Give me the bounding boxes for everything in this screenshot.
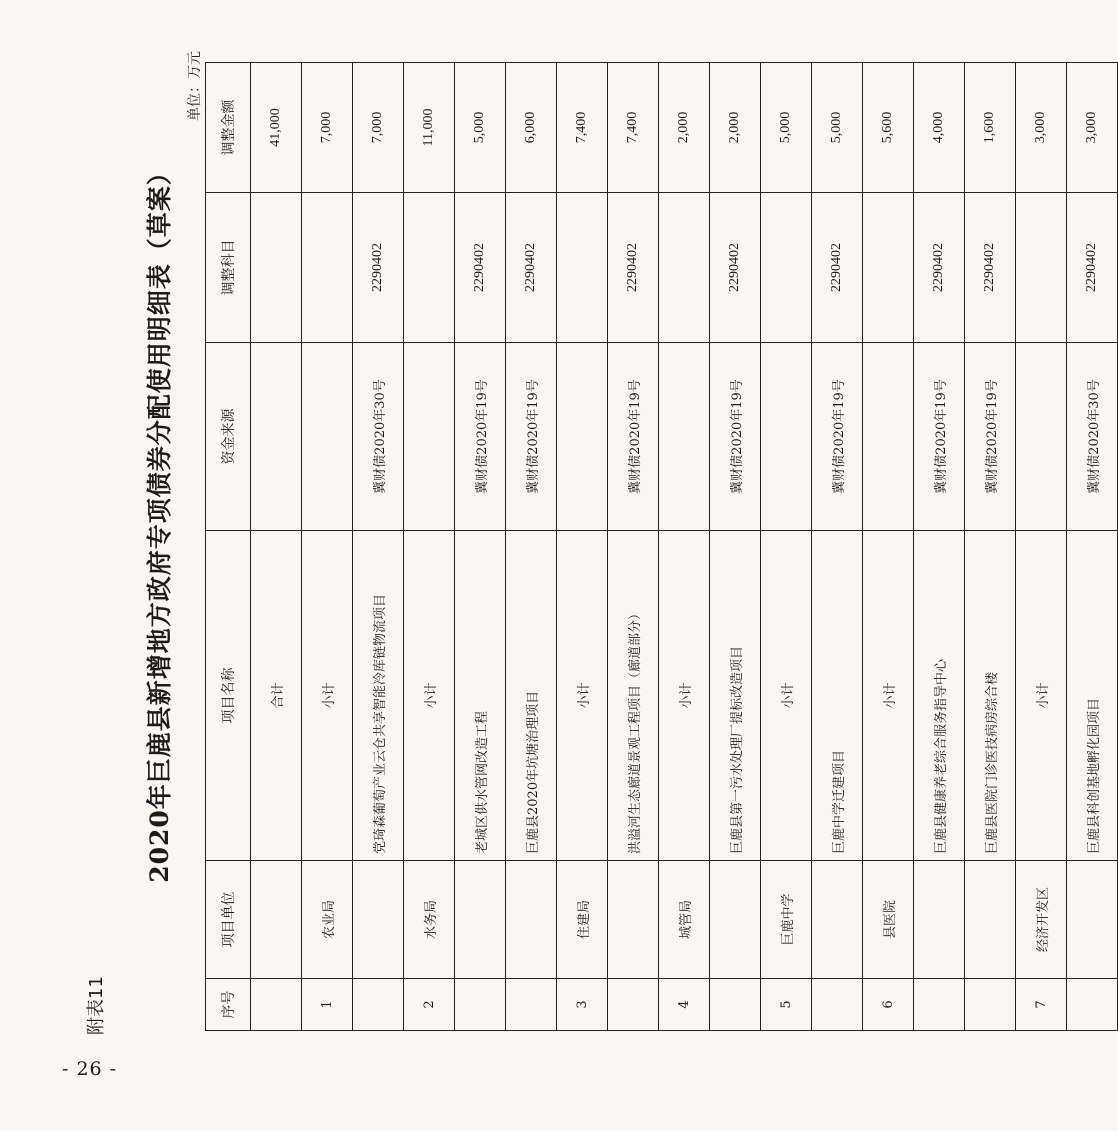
cell-seq: 4 bbox=[659, 979, 710, 1031]
attachment-label: 附表11 bbox=[86, 976, 107, 1035]
cell-project: 巨鹿中学迁建项目 bbox=[812, 531, 863, 861]
cell-subject bbox=[863, 193, 914, 343]
cell-amount: 5,000 bbox=[761, 63, 812, 193]
table-row bbox=[251, 63, 302, 1031]
cell-amount: 2,000 bbox=[710, 63, 761, 193]
cell-seq: 6 bbox=[863, 979, 914, 1031]
cell-source: 冀财债2020年19号 bbox=[608, 343, 659, 531]
cell-project: 巨鹿县健康养老综合服务指导中心 bbox=[914, 531, 965, 861]
cell-project: 小计 bbox=[761, 531, 812, 861]
cell-seq: 3 bbox=[557, 979, 608, 1031]
cell-unit-name bbox=[353, 861, 404, 979]
cell-amount: 3,000 bbox=[1067, 63, 1118, 193]
header-subject: 调整科目 bbox=[206, 193, 251, 343]
cell-source bbox=[1016, 343, 1067, 531]
cell-subject bbox=[302, 193, 353, 343]
cell-subject bbox=[659, 193, 710, 343]
table-row bbox=[455, 63, 506, 1031]
cell-subject: 2290402 bbox=[608, 193, 659, 343]
cell-project: 小计 bbox=[863, 531, 914, 861]
cell-project: 小计 bbox=[1016, 531, 1067, 861]
cell-subject: 2290402 bbox=[353, 193, 404, 343]
cell-amount: 4,000 bbox=[914, 63, 965, 193]
cell-seq: 2 bbox=[404, 979, 455, 1031]
cell-seq bbox=[914, 979, 965, 1031]
cell-seq bbox=[251, 979, 302, 1031]
cell-project: 巨鹿县2020年坑塘治理项目 bbox=[506, 531, 557, 861]
cell-subject bbox=[251, 193, 302, 343]
table-row bbox=[914, 63, 965, 1031]
cell-amount: 3,000 bbox=[1016, 63, 1067, 193]
cell-subject bbox=[761, 193, 812, 343]
cell-project: 老城区供水管网改造工程 bbox=[455, 531, 506, 861]
cell-amount: 6,000 bbox=[506, 63, 557, 193]
cell-source: 冀财债2020年19号 bbox=[812, 343, 863, 531]
cell-subject bbox=[557, 193, 608, 343]
cell-source bbox=[302, 343, 353, 531]
cell-subject: 2290402 bbox=[455, 193, 506, 343]
cell-unit-name bbox=[506, 861, 557, 979]
cell-subject: 2290402 bbox=[1067, 193, 1118, 343]
cell-source bbox=[404, 343, 455, 531]
cell-subject bbox=[1016, 193, 1067, 343]
cell-source: 冀财债2020年19号 bbox=[914, 343, 965, 531]
table-row bbox=[1016, 63, 1067, 1031]
cell-project: 巨鹿县科创基地孵化园项目 bbox=[1067, 531, 1118, 861]
table-row bbox=[557, 63, 608, 1031]
cell-source: 冀财债2020年19号 bbox=[965, 343, 1016, 531]
cell-amount: 1,600 bbox=[965, 63, 1016, 193]
cell-seq bbox=[455, 979, 506, 1031]
cell-source bbox=[557, 343, 608, 531]
cell-amount: 7,400 bbox=[557, 63, 608, 193]
header-project: 项目名称 bbox=[206, 531, 251, 861]
table-row bbox=[506, 63, 557, 1031]
cell-amount: 5,600 bbox=[863, 63, 914, 193]
cell-source bbox=[863, 343, 914, 531]
cell-unit-name: 水务局 bbox=[404, 861, 455, 979]
cell-unit-name bbox=[1067, 861, 1118, 979]
cell-unit-name bbox=[608, 861, 659, 979]
cell-seq: 5 bbox=[761, 979, 812, 1031]
table-row bbox=[710, 63, 761, 1031]
cell-unit-name: 巨鹿中学 bbox=[761, 861, 812, 979]
header-unit-name: 项目单位 bbox=[206, 861, 251, 979]
cell-unit-name: 住建局 bbox=[557, 861, 608, 979]
cell-amount: 41,000 bbox=[251, 63, 302, 193]
cell-seq bbox=[710, 979, 761, 1031]
table-header-row bbox=[206, 63, 251, 1031]
header-seq: 序号 bbox=[206, 979, 251, 1031]
cell-amount: 7,000 bbox=[302, 63, 353, 193]
table-row bbox=[812, 63, 863, 1031]
table-row bbox=[302, 63, 353, 1031]
cell-source: 冀财债2020年19号 bbox=[506, 343, 557, 531]
cell-subject: 2290402 bbox=[914, 193, 965, 343]
cell-unit-name: 城管局 bbox=[659, 861, 710, 979]
cell-source: 冀财债2020年30号 bbox=[353, 343, 404, 531]
cell-source bbox=[761, 343, 812, 531]
cell-project: 小计 bbox=[659, 531, 710, 861]
cell-project: 小计 bbox=[557, 531, 608, 861]
cell-project: 洪溢河生态廊道景观工程项目（廊道部分） bbox=[608, 531, 659, 861]
cell-unit-name bbox=[965, 861, 1016, 979]
table-row bbox=[404, 63, 455, 1031]
cell-source bbox=[251, 343, 302, 531]
cell-project: 巨鹿县第一污水处理厂提标改造项目 bbox=[710, 531, 761, 861]
cell-amount: 5,000 bbox=[812, 63, 863, 193]
header-source: 资金来源 bbox=[206, 343, 251, 531]
cell-subject: 2290402 bbox=[965, 193, 1016, 343]
cell-seq bbox=[965, 979, 1016, 1031]
page-number: - 26 - bbox=[62, 1058, 118, 1080]
cell-project: 巨鹿县医院门诊医技病房综合楼 bbox=[965, 531, 1016, 861]
cell-seq bbox=[812, 979, 863, 1031]
cell-project: 合计 bbox=[251, 531, 302, 861]
cell-project: 党琦森葡萄产业云仓共享智能冷库链物流项目 bbox=[353, 531, 404, 861]
cell-subject bbox=[404, 193, 455, 343]
table-row bbox=[353, 63, 404, 1031]
cell-unit-name: 县医院 bbox=[863, 861, 914, 979]
cell-unit-name bbox=[812, 861, 863, 979]
cell-seq bbox=[506, 979, 557, 1031]
cell-unit-name bbox=[455, 861, 506, 979]
cell-unit-name bbox=[251, 861, 302, 979]
cell-subject: 2290402 bbox=[506, 193, 557, 343]
table-row bbox=[965, 63, 1016, 1031]
cell-subject: 2290402 bbox=[710, 193, 761, 343]
cell-unit-name bbox=[710, 861, 761, 979]
cell-seq bbox=[353, 979, 404, 1031]
table-row bbox=[608, 63, 659, 1031]
cell-source: 冀财债2020年19号 bbox=[710, 343, 761, 531]
cell-seq: 1 bbox=[302, 979, 353, 1031]
cell-unit-name: 经济开发区 bbox=[1016, 861, 1067, 979]
cell-seq bbox=[1067, 979, 1118, 1031]
document-title: 2020年巨鹿县新增地方政府专项债券分配使用明细表（草案） bbox=[145, 159, 174, 883]
cell-seq: 7 bbox=[1016, 979, 1067, 1031]
cell-project: 小计 bbox=[302, 531, 353, 861]
cell-seq bbox=[608, 979, 659, 1031]
cell-source: 冀财债2020年30号 bbox=[1067, 343, 1118, 531]
table-row bbox=[659, 63, 710, 1031]
cell-project: 小计 bbox=[404, 531, 455, 861]
allocation-table bbox=[205, 62, 1118, 1031]
cell-subject: 2290402 bbox=[812, 193, 863, 343]
cell-source bbox=[659, 343, 710, 531]
table-row bbox=[863, 63, 914, 1031]
table-row bbox=[761, 63, 812, 1031]
cell-amount: 7,000 bbox=[353, 63, 404, 193]
cell-amount: 5,000 bbox=[455, 63, 506, 193]
unit-label: 单位：万元 bbox=[187, 51, 203, 121]
header-amount: 调整金额 bbox=[206, 63, 251, 193]
cell-source: 冀财债2020年19号 bbox=[455, 343, 506, 531]
cell-unit-name: 农业局 bbox=[302, 861, 353, 979]
table-body bbox=[251, 63, 1118, 1031]
cell-amount: 11,000 bbox=[404, 63, 455, 193]
cell-amount: 7,400 bbox=[608, 63, 659, 193]
cell-unit-name bbox=[914, 861, 965, 979]
table-row bbox=[1067, 63, 1118, 1031]
cell-amount: 2,000 bbox=[659, 63, 710, 193]
